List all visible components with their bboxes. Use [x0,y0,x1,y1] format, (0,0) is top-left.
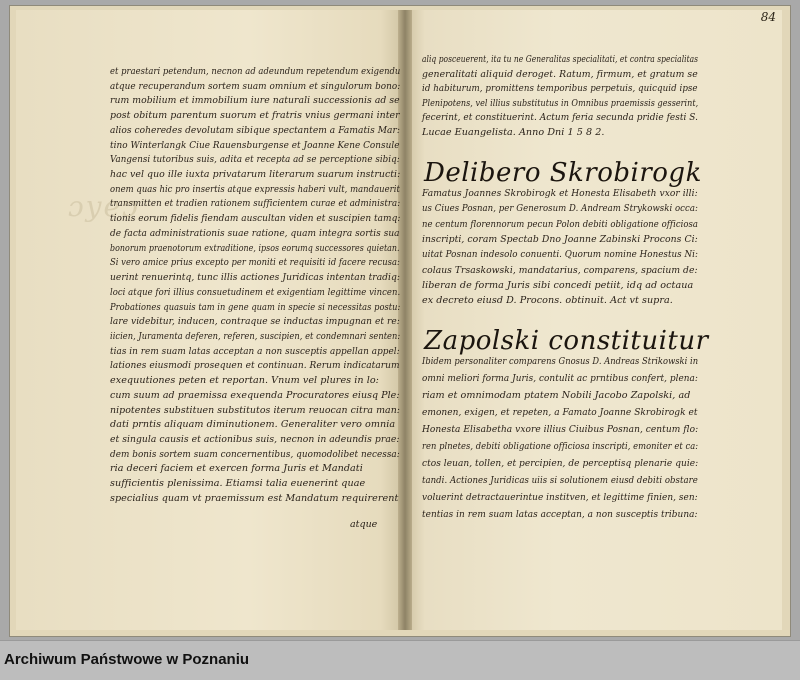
manuscript-line: Si vero amice prius excepto per moniti et requisiti id facere recusa: [110,257,400,269]
manuscript-line: bonorum praenotorum extraditione, ipsos eorumq successores quietan. [110,242,400,254]
manuscript-line: aliq posceuerent, ita tu ne Generalitas specialitati, et contra specialitas [422,54,699,65]
manuscript-line: onem quas hic pro insertis atque expressis haberi vult, mandauerit [110,183,400,195]
ink-bleed-through: ɔyeɔ [68,190,140,223]
manuscript-line: Probationes quasuis tam in gene quam in specie si necessitas postu: [110,301,401,313]
manuscript-line: et singula causis et actionibus suis, necnon in adeundis prae: [110,434,400,445]
manuscript-line: exequutiones peten et reportan. Vnum vel plures in lo: [110,375,379,387]
manuscript-line: emonen, exigen, et repeten, a Famato Joanne Skrobirogk et [422,407,698,418]
archive-name: Archiwum Państwowe w Poznaniu [4,651,250,668]
manuscript-line: tentias in rem suam latas acceptan, a non susceptis tribuna: [422,509,698,520]
manuscript-line: specialius quam vt praemissum est Mandatum requirerent [110,492,399,504]
manuscript-line: tionis eorum fidelis fiendam auscultan viden et suscipien tamq: [110,213,401,225]
manuscript-line: rum mobilium et immobilium iure naturali successionis ad se [110,95,400,107]
manuscript-line: dati prntis aliquam diminutionem. Generaliter vero omnia [110,419,396,431]
manuscript-line: lare videbitur, inducen, contraque se inductas impugnan et re: [110,316,400,328]
manuscript-line: nipotentes substituen substitutos iterum reuocan citra man: [110,404,401,416]
manuscript-line: lationes eiusmodi prosequen et continuan. Rerum indicatarum [110,360,400,372]
manuscript-line: tias in rem suam latas acceptan a non susceptis appellan appel: [110,345,400,357]
manuscript-line: cum suum ad praemissa exequenda Procuratores eiusq Ple: [110,389,400,401]
manuscript-line: sufficientis plenissima. Etiamsi talia euenerint quae [110,478,366,490]
manuscript-line: Lucae Euangelista. Anno Dni 1 5 8 2. [422,127,605,138]
book-gutter [398,10,412,630]
manuscript-line: atque recuperandum sortem suam omnium et singulorum bono: [110,80,401,92]
manuscript-line: uitat Posnan indesolo conuenti. Quorum nomine Honestus Ni: [422,249,698,261]
manuscript-line: us Ciues Posnan, per Generosum D. Andream Strykowski occa: [422,203,698,215]
catchword: atque [350,519,378,530]
manuscript-line: loci atque fori illius consuetudinem et exigentiam legittime vincen. [110,286,401,298]
manuscript-line: omni meliori forma Juris, contulit ac prntibus confert, plena: [422,373,698,384]
manuscript-line: id habiturum, promittens temporibus perpetuis, quicquid ipse [422,83,698,95]
manuscript-line: tandi. Actiones Juridicas uiis si solutionem eiusd debiti obstare [422,475,698,486]
manuscript-line: Ibidem personaliter comparens Gnosus D. Andreas Strikowski in [422,356,699,367]
manuscript-line: transmitten et tradien rationem sufficientem curae et administra: [110,198,401,210]
manuscript-line: ctos leuan, tollen, et percipien, de perceptisq plenarie quie: [422,458,699,469]
manuscript-line: inscripti, coram Spectab Dno Joanne Zabinski Procons Ci: [422,233,698,245]
manuscript-line: uerint renuerintq, tunc illis actiones Juridicas intentan tradiq: [110,272,401,284]
manuscript-line: de facta administrationis suae ratione, quam integra sortis sua [110,227,400,239]
manuscript-line: Vangensi tutoribus suis, adita et recepta ad se perceptione sibiq: [110,154,400,166]
manuscript-line: ne centum florennorum pecun Polon debiti obligatione officiosa [422,218,698,230]
manuscript-line: riam et omnimodam ptatem Nobili Jacobo Zapolski, ad [422,390,691,401]
manuscript-line: generalitati aliquid deroget. Ratum, firmum, et gratum se [422,68,698,80]
manuscript-line: dem bonis sortem suam concernentibus, quomodolibet necessa: [110,448,400,460]
manuscript-line: ria deceri faciem et exercen forma Juris et Mandati [110,463,363,475]
manuscript-line: post obitum parentum suorum et fratris vnius germani inter [110,110,400,122]
manuscript-line: tino Winterlangk Ciue Rauensburgense et Joanne Kene Consule [110,139,400,151]
manuscript-line: Plenipotens, vel illius substitutus in Omnibus praemissis gesserint, [422,97,699,109]
entry-heading: Zapolski constituitur [424,326,709,356]
manuscript-line: iicien, Juramenta deferen, referen, suscipien, et condemnari senten: [110,330,401,342]
entry-heading: Delibero Skrobirogk [424,158,702,188]
folio-number: 84 [760,10,776,24]
manuscript-line: Famatus Joannes Skrobirogk et Honesta Elisabeth vxor illi: [422,188,698,199]
manuscript-line: voluerint detractauerintue institven, et legittime finien, sen: [422,492,698,503]
manuscript-line: alios coheredes devolutam sibique spectantem a Famatis Mar: [110,124,400,136]
manuscript-line: ex decreto eiusd D. Procons. obtinuit. Act vt supra. [422,295,673,307]
manuscript-line: liberan de forma Juris sibi concedi petiit, idq ad octaua [422,279,694,291]
footer-bar [0,640,800,680]
manuscript-line: fecerint, et constituerint. Actum feria secunda pridie festi S. [422,112,698,124]
manuscript-line: hac vel quo ille iuxta privatarum literarum suarum instructi: [110,169,401,181]
manuscript-line: Honesta Elisabetha vxore illius Ciuibus Posnan, centum flo: [422,424,699,435]
manuscript-line: et praestari petendum, necnon ad adeundum repetendum exigendu [110,66,401,77]
manuscript-line: ren plnetes, debiti obligatione officiosa inscripti, emoniter et ca: [422,441,699,452]
manuscript-line: colaus Trsaskowski, mandatarius, comparens, spacium de: [422,264,698,276]
